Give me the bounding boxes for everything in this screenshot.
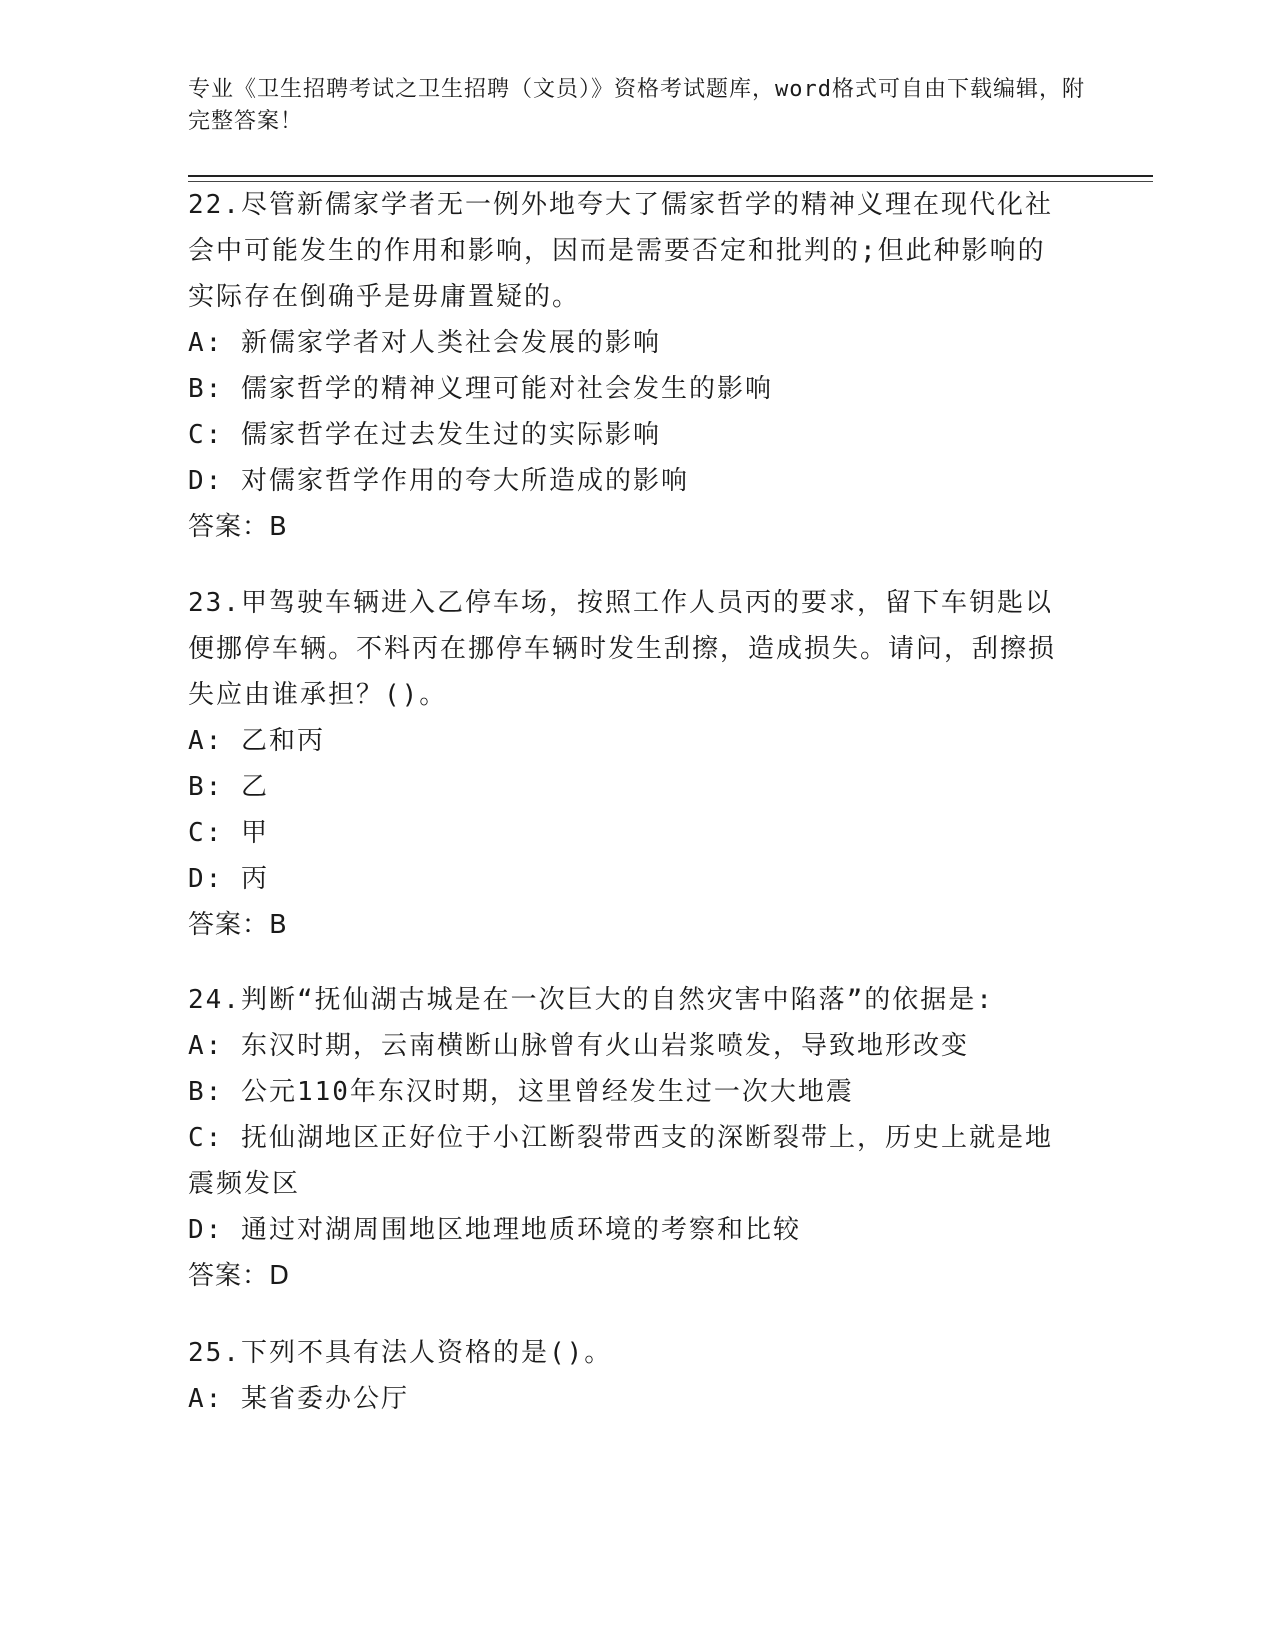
- question-22: [188, 182, 1068, 550]
- answer-label: 答案：B: [188, 512, 288, 542]
- question-stem: 24.判断“抚仙湖古城是在一次巨大的自然灾害中陷落”的依据是:: [188, 985, 994, 1015]
- option-d: D: 丙: [188, 864, 269, 894]
- answer-label: 答案：D: [188, 1261, 291, 1291]
- option-a: A: 新儒家学者对人类社会发展的影响: [188, 328, 661, 358]
- option-b: B: 公元110年东汉时期，这里曾经发生过一次大地震: [188, 1077, 854, 1107]
- option-c: C: 甲: [188, 818, 269, 848]
- option-d: D: 通过对湖周围地区地理地质环境的考察和比较: [188, 1215, 801, 1245]
- option-b: B: 儒家哲学的精神义理可能对社会发生的影响: [188, 374, 773, 404]
- option-d: D: 对儒家哲学作用的夸大所造成的影响: [188, 466, 689, 496]
- option-c: C: 儒家哲学在过去发生过的实际影响: [188, 420, 661, 450]
- question-stem: 22.尽管新儒家学者无一例外地夸大了儒家哲学的精神义理在现代化社会中可能发生的作用和影响，因而是需要否定和批判的;但此种影响的实际存在倒确乎是毋庸置疑的。: [188, 190, 1053, 312]
- option-a: A: 某省委办公厅: [188, 1384, 409, 1414]
- question-24: [188, 977, 1068, 1299]
- document-header: 专业《卫生招聘考试之卫生招聘（文员）》资格考试题库，word格式可自由下载编辑，附完整答案！: [188, 77, 1085, 134]
- option-a: A: 东汉时期，云南横断山脉曾有火山岩浆喷发，导致地形改变: [188, 1031, 969, 1061]
- question-stem: 23.甲驾驶车辆进入乙停车场，按照工作人员丙的要求，留下车钥匙以便挪停车辆。不料丙在挪停车辆时发生刮擦，造成损失。请问，刮擦损失应由谁承担？()。: [188, 588, 1057, 710]
- question-23: [188, 580, 1068, 948]
- option-c: C: 抚仙湖地区正好位于小江断裂带西支的深断裂带上，历史上就是地震频发区: [188, 1123, 1053, 1199]
- answer-label: 答案：B: [188, 910, 288, 940]
- option-b: B: 乙: [188, 772, 269, 802]
- header-divider-thick: [188, 175, 1153, 177]
- question-25: [188, 1330, 1068, 1422]
- question-stem: 25.下列不具有法人资格的是()。: [188, 1338, 613, 1368]
- option-a: A: 乙和丙: [188, 726, 325, 756]
